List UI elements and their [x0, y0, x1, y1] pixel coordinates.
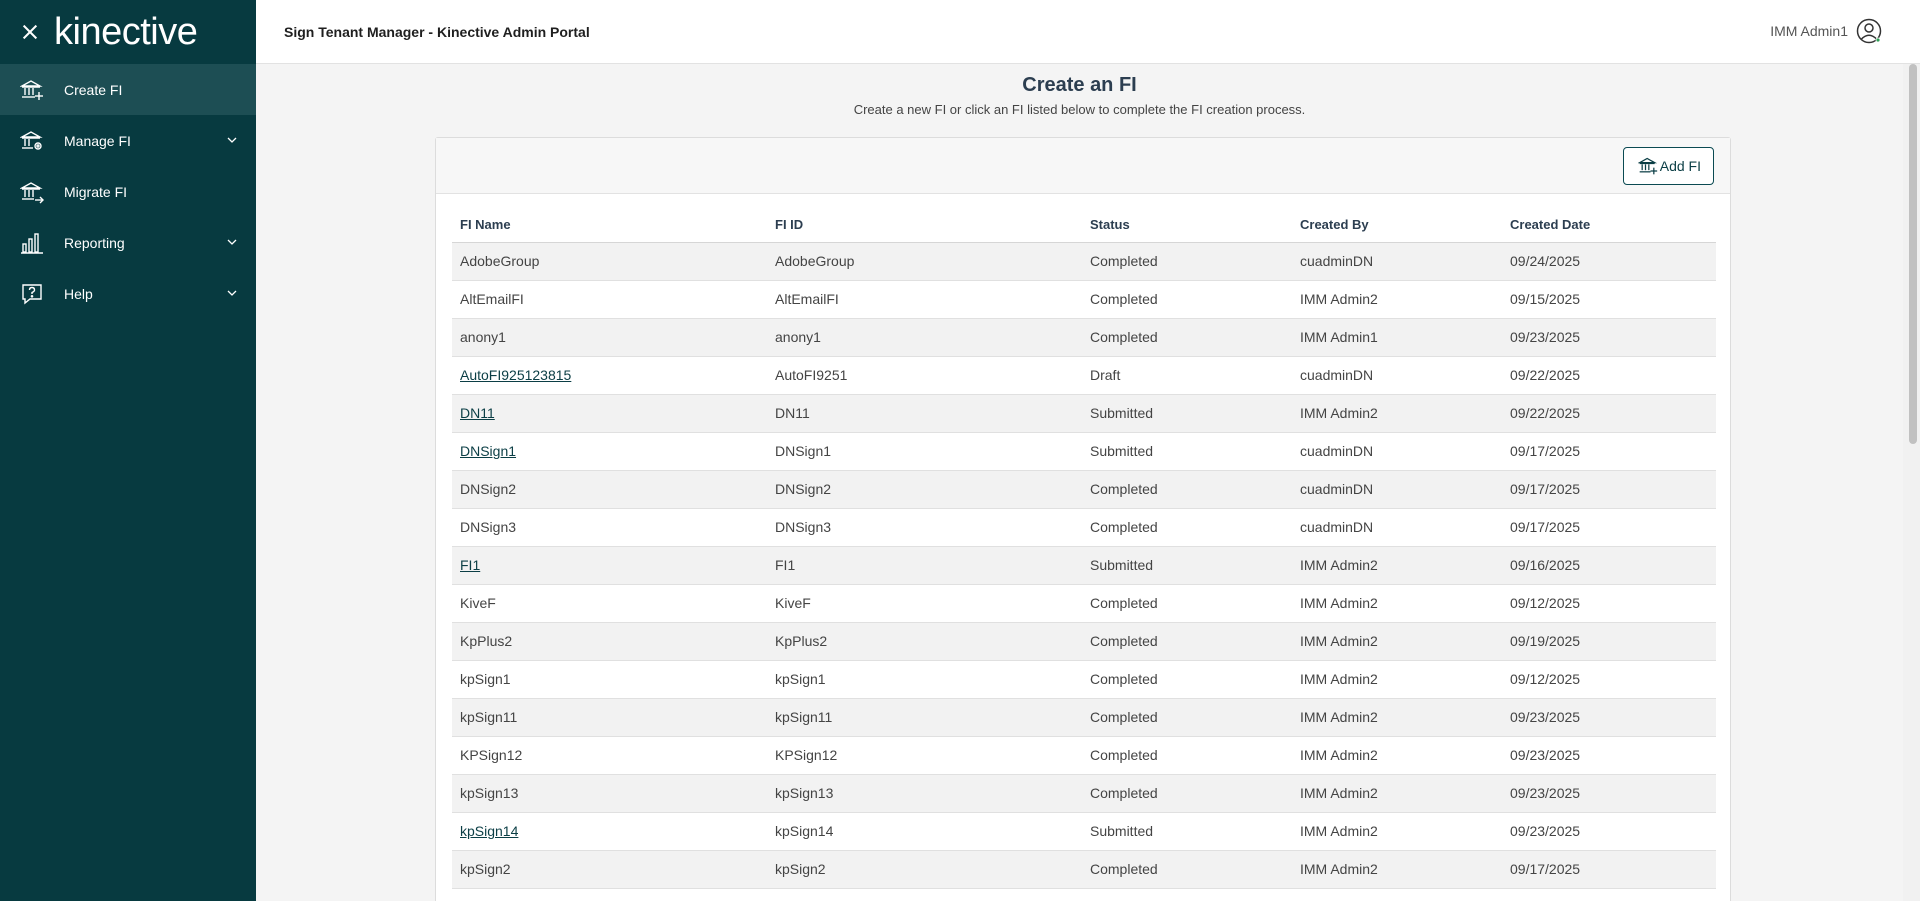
- created-date-cell: 09/22/2025: [1502, 356, 1716, 394]
- status-cell: Submitted: [1082, 432, 1292, 470]
- fi-id-cell: FI1: [767, 546, 1082, 584]
- table-row: [452, 774, 1716, 812]
- status-cell: Completed: [1082, 242, 1292, 280]
- fi-name-cell: kpSign1: [452, 660, 767, 698]
- fi-name-cell: [452, 356, 767, 394]
- table-row: [452, 736, 1716, 774]
- fi-id-cell: anony1: [767, 318, 1082, 356]
- created-date-cell: 09/22/2025: [1502, 394, 1716, 432]
- fi-name-cell: anony1: [452, 318, 767, 356]
- fi-id-cell: AdobeGroup: [767, 242, 1082, 280]
- fi-name-cell: KpPlus2: [452, 622, 767, 660]
- fi-name-link[interactable]: kpSign14: [460, 823, 519, 839]
- sidebar-item-create-fi[interactable]: [0, 64, 256, 115]
- status-cell: Submitted: [1082, 812, 1292, 850]
- table-row: [452, 850, 1716, 888]
- fi-name-cell: kpSign2: [452, 850, 767, 888]
- fi-name-cell: [452, 394, 767, 432]
- fi-id-cell: kpSign13: [767, 774, 1082, 812]
- fi-id-cell: kpSign14: [767, 812, 1082, 850]
- sidebar-item-migrate-fi[interactable]: [0, 166, 256, 217]
- table-row: [452, 584, 1716, 622]
- created-by-cell: IMM Admin2: [1292, 774, 1502, 812]
- user-name: IMM Admin1: [1770, 23, 1848, 39]
- created-by-cell: cuadminDN: [1292, 242, 1502, 280]
- created-by-cell: IMM Admin2: [1292, 622, 1502, 660]
- sidebar-item-help[interactable]: [0, 268, 256, 319]
- created-by-cell: IMM Admin2: [1292, 660, 1502, 698]
- created-date-cell: 09/24/2025: [1502, 242, 1716, 280]
- table-row: [452, 660, 1716, 698]
- fi-name-link[interactable]: AutoFI925123815: [460, 367, 572, 383]
- fi-name-cell: kpSign11: [452, 698, 767, 736]
- sidebar-item-label: Reporting: [64, 234, 125, 251]
- created-by-cell: IMM Admin2: [1292, 736, 1502, 774]
- fi-id-cell: DN11: [767, 394, 1082, 432]
- fi-id-cell: AltEmailFI: [767, 280, 1082, 318]
- created-date-cell: 09/16/2025: [1502, 546, 1716, 584]
- table-row: [452, 622, 1716, 660]
- app-title: Sign Tenant Manager - Kinective Admin Portal: [284, 24, 590, 40]
- status-cell: Completed: [1082, 622, 1292, 660]
- table-row: [452, 508, 1716, 546]
- chevron-down-icon: [226, 134, 238, 146]
- table-row[interactable]: [452, 356, 1716, 394]
- created-date-cell: 09/15/2025: [1502, 280, 1716, 318]
- created-by-cell: IMM Admin1: [1292, 318, 1502, 356]
- created-date-cell: 09/23/2025: [1502, 736, 1716, 774]
- created-by-cell: IMM Admin2: [1292, 280, 1502, 318]
- created-date-cell: 09/17/2025: [1502, 508, 1716, 546]
- created-by-cell: IMM Admin2: [1292, 394, 1502, 432]
- status-cell: Completed: [1082, 280, 1292, 318]
- created-date-cell: 09/19/2025: [1502, 622, 1716, 660]
- status-cell: Completed: [1082, 470, 1292, 508]
- created-date-cell: 09/12/2025: [1502, 584, 1716, 622]
- table-row[interactable]: [452, 546, 1716, 584]
- fi-id-cell: kpSign11: [767, 698, 1082, 736]
- add-fi-button[interactable]: [1623, 147, 1714, 185]
- bank-plus-icon: [20, 78, 44, 102]
- sidebar-item-label: Create FI: [64, 81, 123, 98]
- fi-name-cell: KiveF: [452, 584, 767, 622]
- created-by-cell: IMM Admin2: [1292, 850, 1502, 888]
- fi-name-cell: [452, 546, 767, 584]
- fi-name-link[interactable]: FI1: [460, 557, 481, 573]
- top-header: [256, 0, 1920, 64]
- created-by-cell: IMM Admin2: [1292, 584, 1502, 622]
- created-date-cell: 09/17/2025: [1502, 850, 1716, 888]
- created-by-cell: cuadminDN: [1292, 508, 1502, 546]
- table-row[interactable]: [452, 812, 1716, 850]
- fi-id-cell: kpSign1: [767, 660, 1082, 698]
- help-bubble-icon: [20, 282, 44, 306]
- user-avatar-icon[interactable]: [1856, 18, 1882, 44]
- sidebar: [0, 0, 256, 901]
- table-header-row: [452, 208, 1716, 242]
- add-fi-label: Add FI: [1659, 158, 1701, 174]
- status-cell: Completed: [1082, 508, 1292, 546]
- created-date-cell: 09/23/2025: [1502, 812, 1716, 850]
- fi-id-cell: DNSign2: [767, 470, 1082, 508]
- status-cell: Completed: [1082, 736, 1292, 774]
- status-cell: Completed: [1082, 660, 1292, 698]
- fi-id-cell: AutoFI9251: [767, 356, 1082, 394]
- fi-id-cell: kpSign2: [767, 850, 1082, 888]
- fi-name-link[interactable]: DN11: [460, 405, 495, 421]
- chevron-down-icon: [226, 236, 238, 248]
- fi-table: [452, 208, 1716, 889]
- scrollbar-thumb[interactable]: [1909, 64, 1917, 444]
- page-scrollbar[interactable]: [1903, 64, 1920, 901]
- table-row: [452, 698, 1716, 736]
- status-cell: Completed: [1082, 698, 1292, 736]
- sidebar-item-label: Manage FI: [64, 132, 131, 149]
- status-cell: Completed: [1082, 850, 1292, 888]
- fi-id-cell: KpPlus2: [767, 622, 1082, 660]
- created-by-cell: cuadminDN: [1292, 432, 1502, 470]
- created-date-cell: 09/23/2025: [1502, 698, 1716, 736]
- status-cell: Completed: [1082, 584, 1292, 622]
- column-header-status[interactable]: Status: [1082, 208, 1292, 242]
- status-cell: Completed: [1082, 774, 1292, 812]
- column-header-fi-name[interactable]: FI Name: [452, 208, 767, 242]
- sidebar-item-manage-fi[interactable]: [0, 115, 256, 166]
- table-body: [452, 242, 1716, 888]
- created-by-cell: IMM Admin2: [1292, 812, 1502, 850]
- status-cell: Submitted: [1082, 394, 1292, 432]
- bar-chart-icon: [20, 231, 44, 255]
- fi-id-cell: DNSign3: [767, 508, 1082, 546]
- fi-id-cell: KPSign12: [767, 736, 1082, 774]
- table-row[interactable]: [452, 394, 1716, 432]
- column-header-created-date[interactable]: Created Date: [1502, 208, 1716, 242]
- table-row: [452, 280, 1716, 318]
- fi-name-cell: [452, 432, 767, 470]
- created-by-cell: cuadminDN: [1292, 470, 1502, 508]
- fi-name-cell: DNSign3: [452, 508, 767, 546]
- fi-name-link[interactable]: DNSign1: [460, 443, 517, 459]
- column-header-created-by[interactable]: Created By: [1292, 208, 1502, 242]
- fi-name-cell: [452, 812, 767, 850]
- sidebar-item-reporting[interactable]: [0, 217, 256, 268]
- page-title: Create an FI: [1022, 74, 1137, 96]
- bank-gear-icon: [20, 129, 44, 153]
- fi-list-card: [435, 137, 1731, 901]
- page-subtitle: Create a new FI or click an FI listed below to complete the FI creation process.: [853, 102, 1306, 117]
- sidebar-item-label: Help: [64, 285, 93, 302]
- fi-name-cell: DNSign2: [452, 470, 767, 508]
- close-icon[interactable]: [20, 22, 40, 42]
- fi-name-cell: AltEmailFI: [452, 280, 767, 318]
- bank-plus-icon: [1638, 156, 1658, 176]
- sidebar-item-label: Migrate FI: [64, 183, 128, 200]
- sidebar-header: [0, 0, 256, 64]
- fi-name-cell: kpSign13: [452, 774, 767, 812]
- user-menu[interactable]: [1770, 18, 1882, 44]
- created-date-cell: 09/12/2025: [1502, 660, 1716, 698]
- created-date-cell: 09/17/2025: [1502, 470, 1716, 508]
- status-cell: Draft: [1082, 356, 1292, 394]
- fi-name-cell: AdobeGroup: [452, 242, 767, 280]
- status-cell: Completed: [1082, 318, 1292, 356]
- table-row: [452, 242, 1716, 280]
- status-cell: Submitted: [1082, 546, 1292, 584]
- brand-logo: kinective: [54, 11, 198, 53]
- table-row[interactable]: [452, 432, 1716, 470]
- bank-arrow-icon: [20, 180, 44, 204]
- table-row: [452, 318, 1716, 356]
- fi-name-cell: KPSign12: [452, 736, 767, 774]
- created-date-cell: 09/17/2025: [1502, 432, 1716, 470]
- created-by-cell: IMM Admin2: [1292, 546, 1502, 584]
- fi-id-cell: DNSign1: [767, 432, 1082, 470]
- main-content: [256, 64, 1903, 901]
- created-date-cell: 09/23/2025: [1502, 774, 1716, 812]
- created-by-cell: cuadminDN: [1292, 356, 1502, 394]
- card-toolbar: [436, 138, 1730, 194]
- created-date-cell: 09/23/2025: [1502, 318, 1716, 356]
- created-by-cell: IMM Admin2: [1292, 698, 1502, 736]
- fi-id-cell: KiveF: [767, 584, 1082, 622]
- column-header-fi-id[interactable]: FI ID: [767, 208, 1082, 242]
- table-row: [452, 470, 1716, 508]
- chevron-down-icon: [226, 287, 238, 299]
